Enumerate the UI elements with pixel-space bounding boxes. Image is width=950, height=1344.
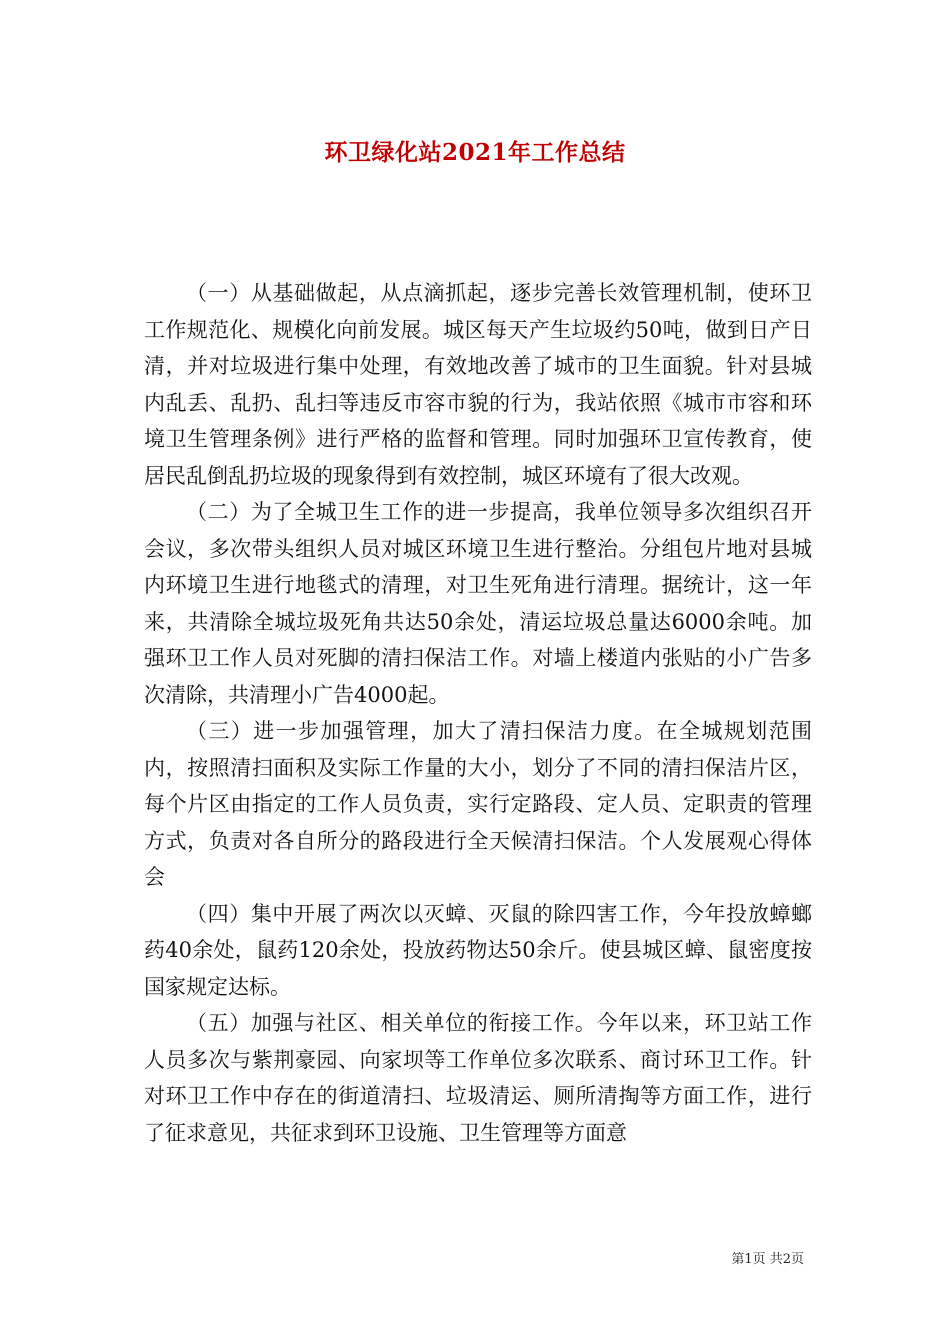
page-number: 第1页 共2页	[731, 1252, 804, 1267]
paragraph-4: （四）集中开展了两次以灭蟑、灭鼠的除四害工作，今年投放蟑螂药40余处，鼠药120余处，投放药物达50余斤。使县城区蟑、鼠密度按国家规定达标。	[144, 901, 812, 999]
document-title: 环卫绿化站2021年工作总结	[324, 139, 626, 166]
document-body	[144, 275, 812, 1151]
paragraph-2: （二）为了全城卫生工作的进一步提高，我单位领导多次组织召开会议，多次带头组织人员对城区环境卫生进行整治。分组包片地对县城内环境卫生进行地毯式的清理，对卫生死角进行清理。据统计，这一年来，共清除全城垃圾死角共达50余处，清运垃圾总量达6000余吨。加强环卫工作人员对死脚的清扫保洁工作。对墙上楼道内张贴的小广告多次清除，共清理小广告4000起。	[144, 500, 812, 707]
paragraph-3: （三）进一步加强管理，加大了清扫保洁力度。在全城规划范围内，按照清扫面积及实际工作量的大小，划分了不同的清扫保洁片区，每个片区由指定的工作人员负责，实行定路段、定人员、定职责的管理方式，负责对各自所分的路段进行全天候清扫保洁。个人发展观心得体会	[144, 719, 812, 889]
paragraph-5: （五）加强与社区、相关单位的衔接工作。今年以来，环卫站工作人员多次与紫荆豪园、向家坝等工作单位多次联系、商讨环卫工作。针对环卫工作中存在的街道清扫、垃圾清运、厕所清掏等方面工作，进行了征求意见，共征求到环卫设施、卫生管理等方面意	[144, 1011, 812, 1145]
paragraph-1: （一）从基础做起，从点滴抓起，逐步完善长效管理机制，使环卫工作规范化、规模化向前发展。城区每天产生垃圾约50吨，做到日产日清，并对垃圾进行集中处理，有效地改善了城市的卫生面貌。针对县城内乱丢、乱扔、乱扫等违反市容市貌的行为，我站依照《城市市容和环境卫生管理条例》进行严格的监督和管理。同时加强环卫宣传教育，使居民乱倒乱扔垃圾的现象得到有效控制，城区环境有了很大改观。	[144, 281, 812, 488]
